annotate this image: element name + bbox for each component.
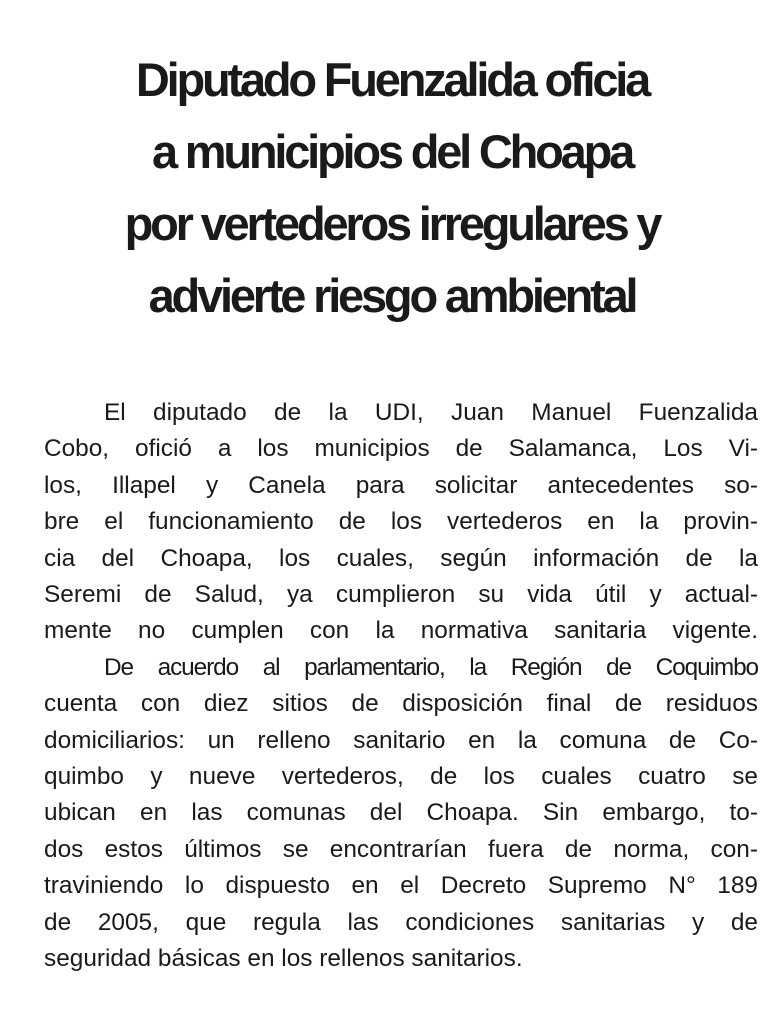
- body-line: ubican en las comunas del Choapa. Sin embargo, to-: [44, 799, 758, 827]
- body-line: El diputado de la UDI, Juan Manuel Fuenzalida: [104, 399, 758, 426]
- headline-line: advierte riesgo ambiental: [148, 269, 636, 322]
- headline-line: por vertederos irregulares y: [124, 197, 660, 250]
- body-line: seguridad básicas en los rellenos sanitarios.: [44, 945, 523, 973]
- paragraph-2: [44, 650, 758, 978]
- body-line: los, Illapel y Canela para solicitar antecedentes so-: [44, 471, 758, 499]
- body-line: Seremi de Salud, ya cumplieron su vida útil y actual-: [44, 581, 758, 609]
- body-line: quimbo y nueve vertederos, de los cuales cuatro se: [44, 763, 758, 791]
- body-line: dos estos últimos se encontrarían fuera de norma, con-: [44, 835, 758, 863]
- body-line: traviniendo lo dispuesto en el Decreto Supremo N° 189: [44, 872, 758, 900]
- body-line: mente no cumplen con la normativa sanitaria vigente.: [44, 617, 758, 645]
- body-line: cuenta con diez sitios de disposición final de residuos: [44, 690, 758, 718]
- body-line: domiciliarios: un relleno sanitario en la comuna de Co-: [44, 726, 758, 754]
- headline-line: a municipios del Choapa: [151, 125, 633, 178]
- body-line: cia del Choapa, los cuales, según información de la: [44, 544, 758, 572]
- headline-line: Diputado Fuenzalida oficia: [135, 53, 649, 106]
- article-body: [44, 395, 758, 978]
- body-line: De acuerdo al parlamentario, la Región de Coquimbo: [104, 653, 758, 681]
- body-line: Cobo, ofició a los municipios de Salamanca, Los Vi-: [44, 435, 758, 463]
- paragraph-1: [44, 395, 758, 650]
- body-line: bre el funcionamiento de los vertederos en la provin-: [44, 508, 758, 536]
- article-headline: [60, 44, 724, 332]
- body-line: de 2005, que regula las condiciones sanitarias y de: [44, 908, 758, 936]
